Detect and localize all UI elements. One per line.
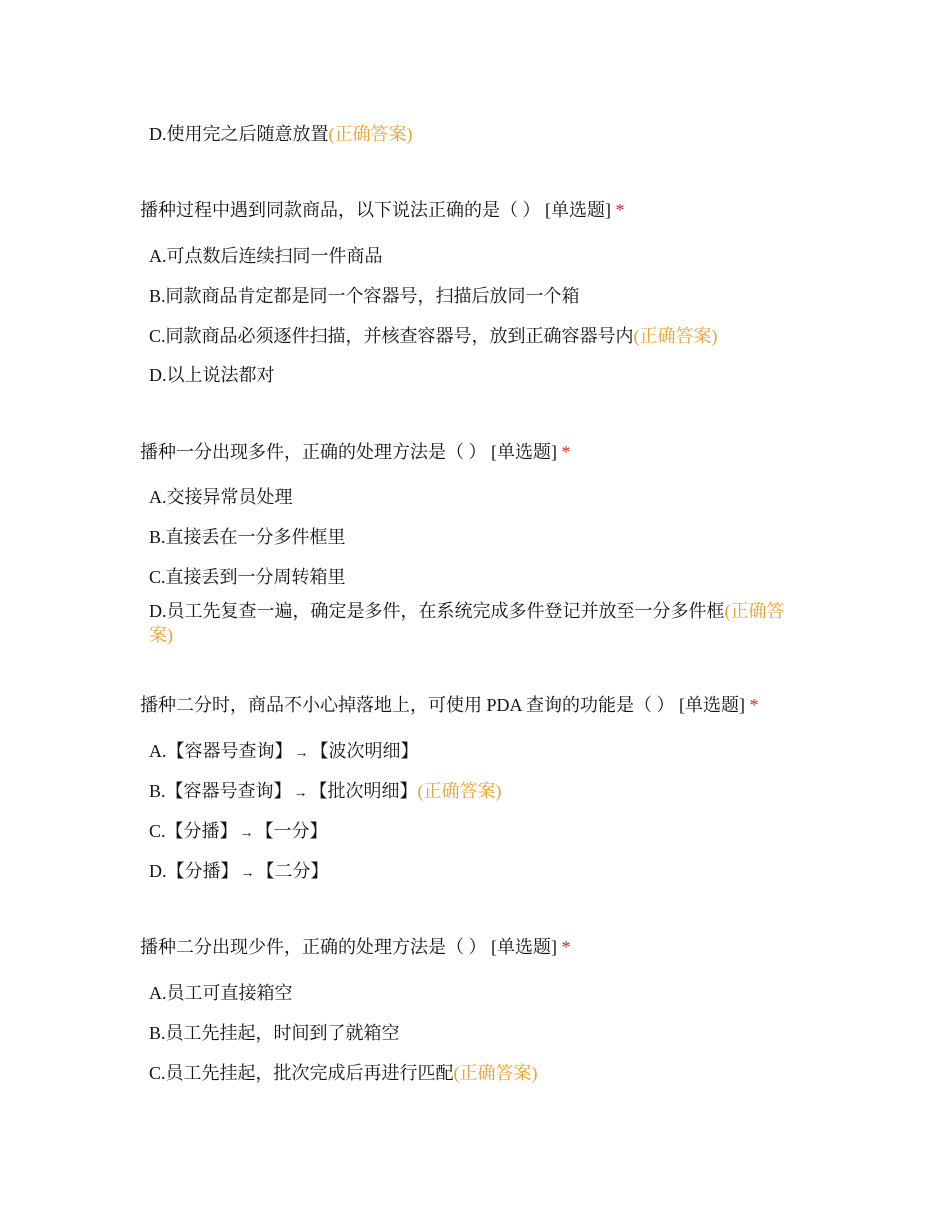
option-text: 【二分】 <box>256 861 329 881</box>
option-text: 【容器号查询】 <box>165 781 292 801</box>
question-1-option-d <box>149 363 799 387</box>
question-4-option-a <box>149 981 799 1005</box>
option-text: D.使用完之后随意放置 <box>149 124 329 144</box>
question-1-option-c <box>149 324 799 348</box>
question-3-option-b <box>149 779 799 806</box>
option-text: 【一分】 <box>255 821 328 841</box>
option-text: C.直接丢到一分周转箱里 <box>149 567 346 587</box>
correct-answer-tag: (正确答案) <box>633 326 718 346</box>
option-prefix: C. <box>149 821 166 841</box>
question-text: 播种过程中遇到同款商品，以下说法正确的是（ ） [单选题] <box>140 200 611 220</box>
question-text: 播种二分时，商品不小心掉落地上，可使用 PDA 查询的功能是（ ） [单选题] <box>140 695 746 715</box>
option-text: 【容器号查询】 <box>166 741 293 761</box>
correct-answer-tag: (正确答案) <box>328 124 413 144</box>
arrow-right-icon: → <box>293 786 308 801</box>
required-mark: * <box>615 200 625 220</box>
option-text: B.直接丢在一分多件框里 <box>149 527 346 547</box>
question-1-option-b <box>149 284 799 308</box>
correct-answer-tag: (正确答案) <box>417 781 502 801</box>
question-3-option-d <box>149 859 799 886</box>
option-prefix: D. <box>149 861 167 881</box>
option-prefix: A. <box>149 741 167 761</box>
option-text: A.可点数后连续扫同一件商品 <box>149 246 383 266</box>
option-text: D.以上说法都对 <box>149 365 275 385</box>
prev-option-d <box>149 122 799 146</box>
question-4-title <box>140 935 820 959</box>
option-text: C.同款商品必须逐件扫描，并核查容器号，放到正确容器号内 <box>149 326 634 346</box>
question-1-option-a <box>149 244 799 268</box>
arrow-right-icon: → <box>240 866 255 881</box>
question-2-option-d <box>149 599 799 647</box>
question-text: 播种一分出现多件，正确的处理方法是（ ） [单选题] <box>140 442 557 462</box>
option-text: 【分播】 <box>166 861 239 881</box>
question-2-option-b <box>149 525 799 549</box>
arrow-right-icon: → <box>239 826 254 841</box>
option-text: A.员工可直接箱空 <box>149 983 293 1003</box>
question-2-title <box>140 440 820 464</box>
question-text: 播种二分出现少件，正确的处理方法是（ ） [单选题] <box>140 937 557 957</box>
option-text: 【波次明细】 <box>310 741 419 761</box>
option-text: 【批次明细】 <box>309 781 418 801</box>
question-3-option-a <box>149 739 799 766</box>
question-2-option-a <box>149 485 799 509</box>
correct-answer-tag: (正确答案) <box>149 601 785 645</box>
option-text: A.交接异常员处理 <box>149 487 293 507</box>
question-3-title <box>140 693 820 717</box>
question-3-option-c <box>149 819 799 846</box>
option-text: D.员工先复查一遍，确定是多件，在系统完成多件登记并放至一分多件框 <box>149 601 725 621</box>
option-text: B.同款商品肯定都是同一个容器号，扫描后放同一个箱 <box>149 286 580 306</box>
question-4-option-c <box>149 1061 799 1085</box>
correct-answer-tag: (正确答案) <box>453 1063 538 1083</box>
question-2-option-c <box>149 565 799 589</box>
arrow-right-icon: → <box>294 746 309 761</box>
required-mark: * <box>561 442 571 462</box>
option-text: C.员工先挂起，批次完成后再进行匹配 <box>149 1063 454 1083</box>
option-text: 【分播】 <box>165 821 238 841</box>
option-text: B.员工先挂起，时间到了就箱空 <box>149 1023 400 1043</box>
required-mark: * <box>749 695 759 715</box>
required-mark: * <box>561 937 571 957</box>
question-4-option-b <box>149 1021 799 1045</box>
question-1-title <box>140 198 820 222</box>
option-prefix: B. <box>149 781 166 801</box>
